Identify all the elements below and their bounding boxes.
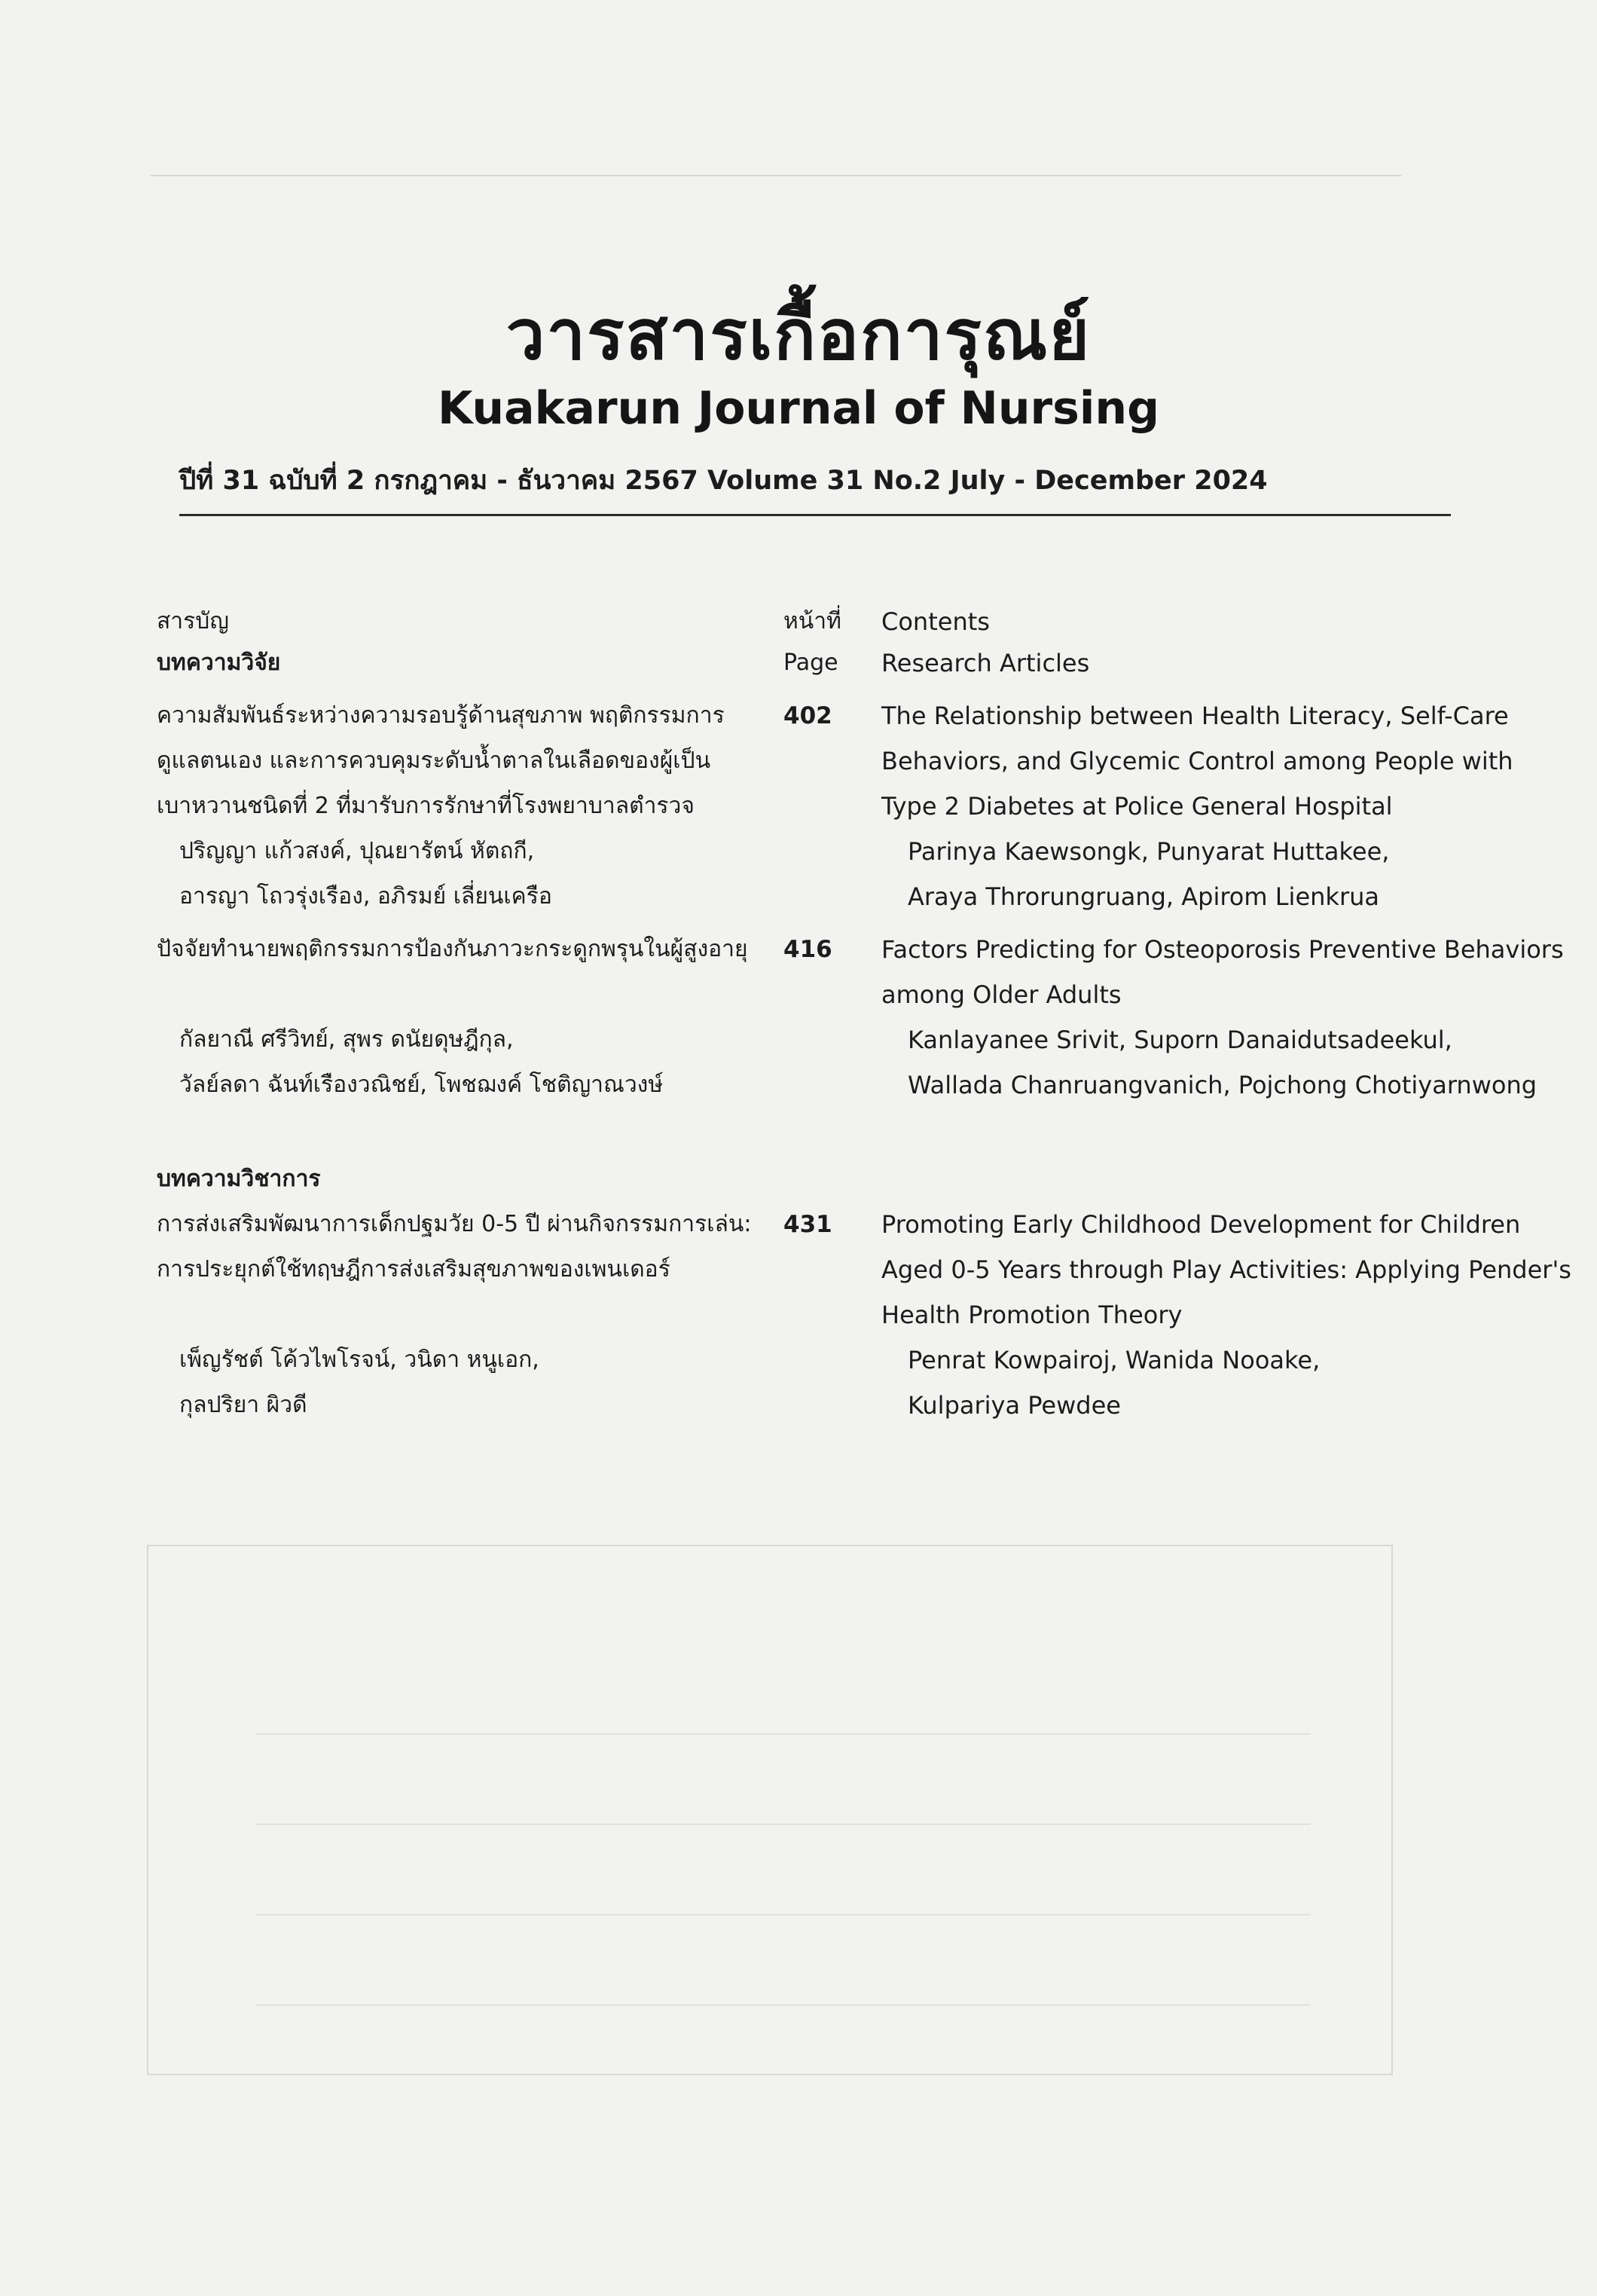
ghost-line-2 — [256, 1824, 1311, 1825]
research-heading-en: Research Articles — [881, 649, 1090, 677]
article-authors-en: Penrat Kowpairoj, Wanida Nooake, — [908, 1346, 1321, 1374]
article-page-number: 402 — [783, 702, 832, 729]
article-page-number: 431 — [783, 1211, 832, 1238]
article-authors-th: ปริญญา แก้วสงค์, ปุณยารัตน์ หัตถกี, — [179, 838, 535, 864]
article-page-number: 416 — [783, 936, 832, 963]
article-title-en: The Relationship between Health Literacy, Self-Care — [881, 702, 1509, 730]
article-title-en: Factors Predicting for Osteoporosis Preventive Behaviors — [881, 935, 1564, 964]
research-heading-th: บทความวิจัย — [157, 650, 281, 676]
article-authors-en: Wallada Chanruangvanich, Pojchong Chotiyarnwong — [908, 1071, 1537, 1099]
header-divider — [179, 514, 1451, 516]
journal-title-thai: วารสารเกื้อการุณย์ — [505, 295, 1092, 375]
article-authors-th: กัลยาณี ศรีวิทย์, สุพร ดนัยดุษฎีกุล, — [179, 1026, 514, 1053]
article-authors-en: Parinya Kaewsongk, Punyarat Huttakee, — [908, 837, 1390, 866]
academic-heading-th: บทความวิชาการ — [157, 1166, 321, 1192]
article-authors-th: กุลปริยา ผิวดี — [179, 1392, 307, 1418]
ghost-line-1 — [256, 1733, 1311, 1735]
contents-heading-en: Contents — [881, 607, 990, 636]
page-heading-en: Page — [783, 650, 838, 676]
article-authors-en: Araya Throrungruang, Apirom Lienkrua — [908, 882, 1379, 911]
article-title-en: Type 2 Diabetes at Police General Hospital — [881, 792, 1393, 821]
article-title-th: ปัจจัยทำนายพฤติกรรมการป้องกันภาวะกระดูกพรุนในผู้สูงอายุ — [157, 936, 748, 962]
article-authors-th: อารญา โถวรุ่งเรือง, อภิรมย์ เลี่ยนเครือ — [179, 883, 552, 910]
article-title-th: ดูแลตนเอง และการควบคุมระดับน้ำตาลในเลือดของผู้เป็น — [157, 747, 711, 774]
contents-heading-th: สารบัญ — [157, 608, 229, 634]
article-title-en: among Older Adults — [881, 980, 1122, 1009]
article-authors-en: Kulpariya Pewdee — [908, 1391, 1121, 1420]
article-authors-th: เพ็ญรัชต์ โค้วไพโรจน์, วนิดา หนูเอก, — [179, 1347, 539, 1373]
article-title-en: Aged 0-5 Years through Play Activities: Applying Pender's — [881, 1255, 1571, 1284]
masthead — [0, 294, 1597, 440]
ghost-abstract-box — [147, 1545, 1393, 2075]
article-title-en: Behaviors, and Glycemic Control among People with — [881, 747, 1513, 775]
ghost-line-3 — [256, 1914, 1311, 1915]
article-title-th: ความสัมพันธ์ระหว่างความรอบรู้ด้านสุขภาพ พฤติกรรมการ — [157, 702, 725, 729]
ghost-line-4 — [256, 2004, 1311, 2006]
article-title-th: เบาหวานชนิดที่ 2 ที่มารับการรักษาที่โรงพยาบาลตำรวจ — [157, 793, 695, 819]
article-title-th: การประยุกต์ใช้ทฤษฎีการส่งเสริมสุขภาพของเพนเดอร์ — [157, 1256, 670, 1283]
article-title-th: การส่งเสริมพัฒนาการเด็กปฐมวัย 0-5 ปี ผ่านกิจกรรมการเล่น: — [157, 1211, 752, 1237]
article-authors-en: Kanlayanee Srivit, Suporn Danaidutsadeekul, — [908, 1026, 1452, 1054]
journal-title-english: Kuakarun Journal of Nursing — [437, 382, 1160, 435]
issue-line: ปีที่ 31 ฉบับที่ 2 กรกฎาคม - ธันวาคม 2567 Volume 31 No.2 July - December 2024 — [179, 466, 1268, 496]
ghost-header-rule — [151, 175, 1401, 176]
article-authors-th: วัลย์ลดา ฉันท์เรืองวณิชย์, โพชฌงค์ โชติญาณวงษ์ — [179, 1072, 664, 1098]
article-title-en: Health Promotion Theory — [881, 1301, 1183, 1329]
page-heading-th: หน้าที่ — [783, 608, 841, 634]
article-title-en: Promoting Early Childhood Development for Children — [881, 1210, 1521, 1239]
